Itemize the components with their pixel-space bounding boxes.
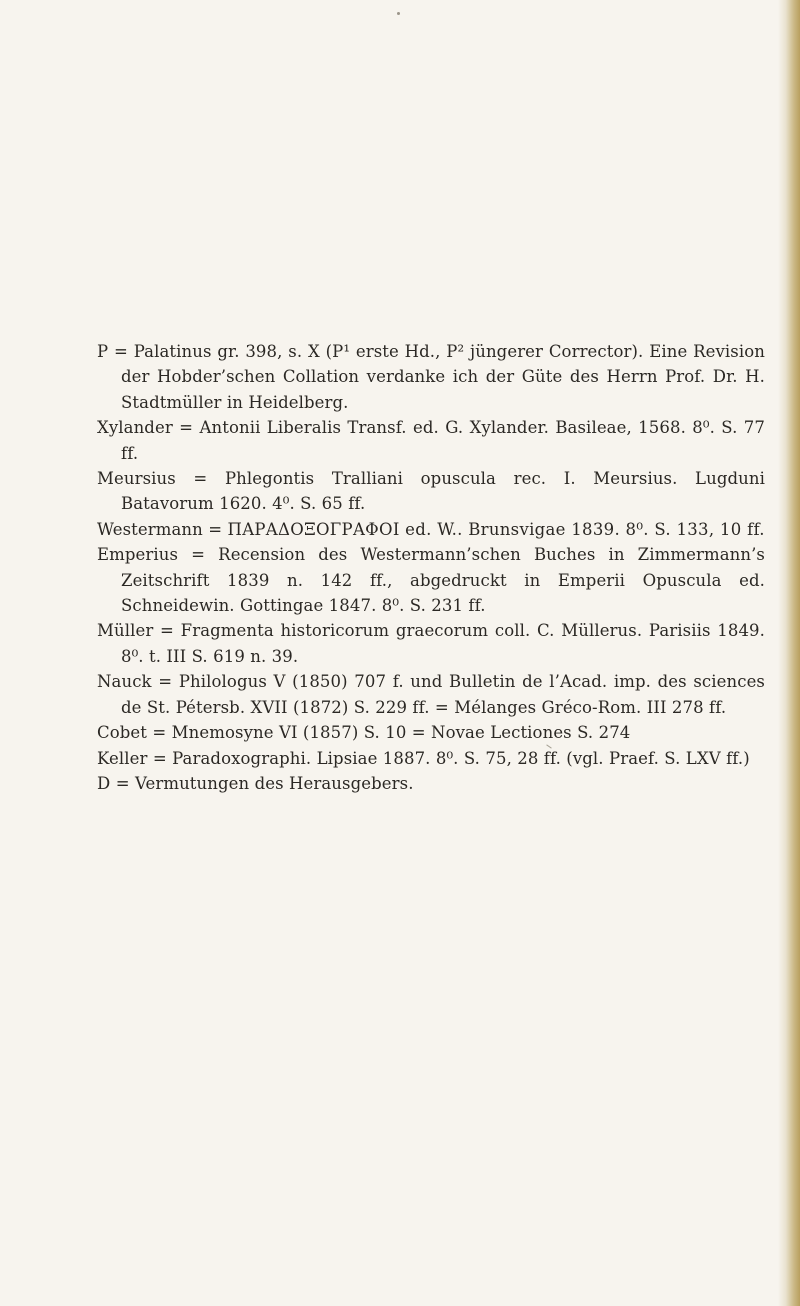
equals-sign: = — [110, 773, 135, 793]
sigla-entry-nauck — [97, 669, 765, 720]
sigla-entry-cobet — [97, 720, 765, 745]
equals-sign: = — [172, 418, 200, 438]
entry-text: Recension des Westermann’schen Buches in Zimmermann’s Zeitschrift 1839 n. 142 ff., abgedruckt in Emperii Opuscula ed. Schneidewin. Gottingae 1847. 8⁰. S. 231 ff. — [121, 545, 766, 616]
sigla-entry-meursius — [97, 466, 765, 517]
sigla-entry-xylander — [97, 415, 765, 466]
equals-sign: = — [151, 672, 179, 692]
sigla-entry-keller — [97, 746, 765, 771]
equals-sign: = — [202, 519, 228, 539]
entry-text: Mnemosyne VI (1857) S. 10 = Novae Lectiones S. 274 — [171, 723, 631, 743]
siglum: Westermann — [97, 519, 203, 539]
entry-text: Vermutungen des Herausgebers. — [134, 773, 414, 793]
equals-sign: = — [178, 545, 219, 565]
equals-sign: = — [147, 723, 172, 743]
siglum: Emperius — [97, 545, 179, 565]
siglum: P — [97, 342, 109, 361]
sigla-entry-westermann — [97, 517, 765, 542]
entry-text: Palatinus gr. 398, s. X (P¹ erste Hd., P² jüngerer Corrector). Eine Revision der Hobder’schen Collation verdanke ich der Güte des Herrn Prof. Dr. H. Stadtmüller in Heidelberg. — [121, 342, 765, 412]
entry-text: Antonii Liberalis Transf. ed. G. Xylander. Basileae, 1568. 8⁰. S. 77 ff. — [121, 418, 765, 463]
sigla-entry-mueller — [97, 618, 765, 669]
sigla-entry-emperius — [97, 542, 765, 618]
entry-text: Phlegontis Tralliani opuscula rec. I. Meursius. Lugduni Batavorum 1620. 4⁰. S. 65 ff. — [121, 469, 765, 514]
sigla-entry-p — [97, 339, 765, 415]
equals-sign: = — [108, 342, 134, 361]
equals-sign: = — [175, 469, 225, 489]
siglum: Cobet — [97, 723, 148, 743]
paper-speck — [397, 12, 400, 15]
page-edge — [778, 0, 800, 1306]
siglum: Keller — [97, 748, 148, 768]
siglum: Nauck — [97, 672, 152, 692]
siglum: Xylander — [97, 418, 173, 438]
entry-text: Philologus V (1850) 707 f. und Bulletin de l’Acad. imp. des sciences de St. Pétersb. XVII (1872) S. 229 ff. = Mélanges Gréco-Rom. III 278 ff. — [121, 672, 765, 717]
entry-text: Fragmenta historicorum graecorum coll. C. Müllerus. Parisiis 1849. 8⁰. t. III S. 619 n. 39. — [121, 621, 765, 666]
siglum: Meursius — [97, 469, 176, 489]
entry-text: Paradoxographi. Lipsiae 1887. 8⁰. S. 75, 28 ff. (vgl. Praef. S. LXV ff.) — [172, 748, 750, 768]
sigla-entry-d — [97, 771, 765, 796]
entry-text: ΠΑΡΑΔΟΞΟΓΡΑΦΟΙ ed. W.. Brunsvigae 1839. 8⁰. S. 133, 10 ff. — [227, 519, 765, 539]
siglum: Müller — [97, 621, 154, 641]
equals-sign: = — [147, 748, 173, 768]
sigla-list — [97, 339, 765, 796]
equals-sign: = — [153, 621, 181, 641]
siglum: D — [97, 773, 111, 793]
